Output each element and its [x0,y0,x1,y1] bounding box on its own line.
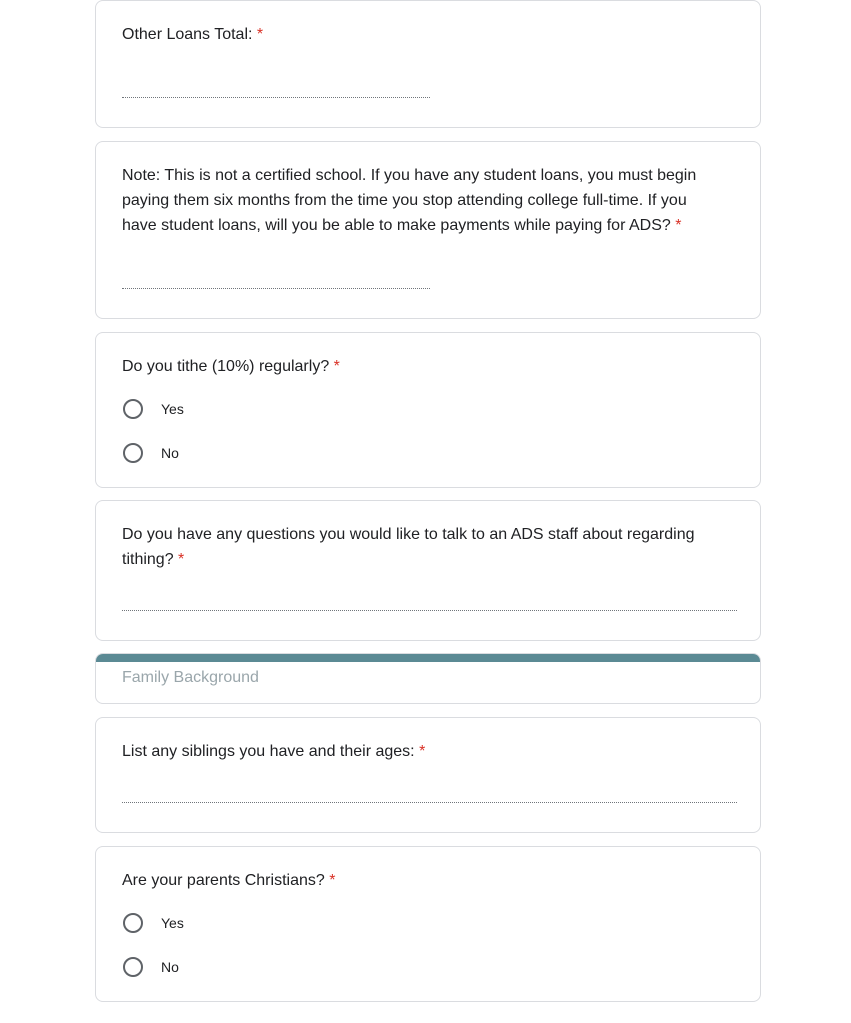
radio-circle-icon[interactable] [123,957,143,977]
radio-label: No [161,445,179,461]
question-card-siblings [95,717,761,833]
question-title [122,22,720,47]
required-asterisk: * [333,358,340,375]
question-label: Do you tithe (10%) regularly? [122,358,330,375]
radio-circle-icon[interactable] [123,399,143,419]
question-card-tithing-questions [95,500,761,641]
section-title: Family Background [122,669,259,686]
tithing-questions-input[interactable] [122,610,737,611]
question-title [122,522,720,572]
question-label: Note: This is not a certified school. If you have any student loans, you must begin paying them six months from the time you stop attending college full-time. If you have student loans, will you be able to make payments while paying for ADS? [122,167,697,234]
required-asterisk: * [178,551,185,568]
student-loans-input[interactable] [122,288,430,289]
radio-option-yes[interactable] [123,397,184,421]
radio-option-no[interactable] [123,441,179,465]
radio-option-no[interactable] [123,955,179,979]
radio-label: No [161,959,179,975]
question-title [122,739,720,764]
question-card-other-loans [95,0,761,128]
required-asterisk: * [256,26,264,43]
question-label: List any siblings you have and their ages: [122,743,415,760]
required-asterisk: * [419,743,426,760]
section-header-family-background [95,653,761,704]
required-asterisk: * [329,872,336,889]
question-label: Do you have any questions you would like to talk to an ADS staff about regarding tithing? [122,526,695,568]
question-card-tithe [95,332,761,488]
section-accent-bar [96,654,760,662]
radio-label: Yes [161,915,184,931]
radio-circle-icon[interactable] [123,443,143,463]
required-asterisk: * [675,217,682,234]
radio-circle-icon[interactable] [123,913,143,933]
question-label: Other Loans Total: [122,26,253,43]
question-title [122,163,720,238]
question-card-student-loans [95,141,761,319]
question-title [122,354,720,379]
other-loans-input[interactable] [122,97,430,98]
question-title [122,868,720,893]
question-card-parents-christians [95,846,761,1002]
radio-option-yes[interactable] [123,911,184,935]
question-label: Are your parents Christians? [122,872,325,889]
radio-label: Yes [161,401,184,417]
siblings-input[interactable] [122,802,737,803]
